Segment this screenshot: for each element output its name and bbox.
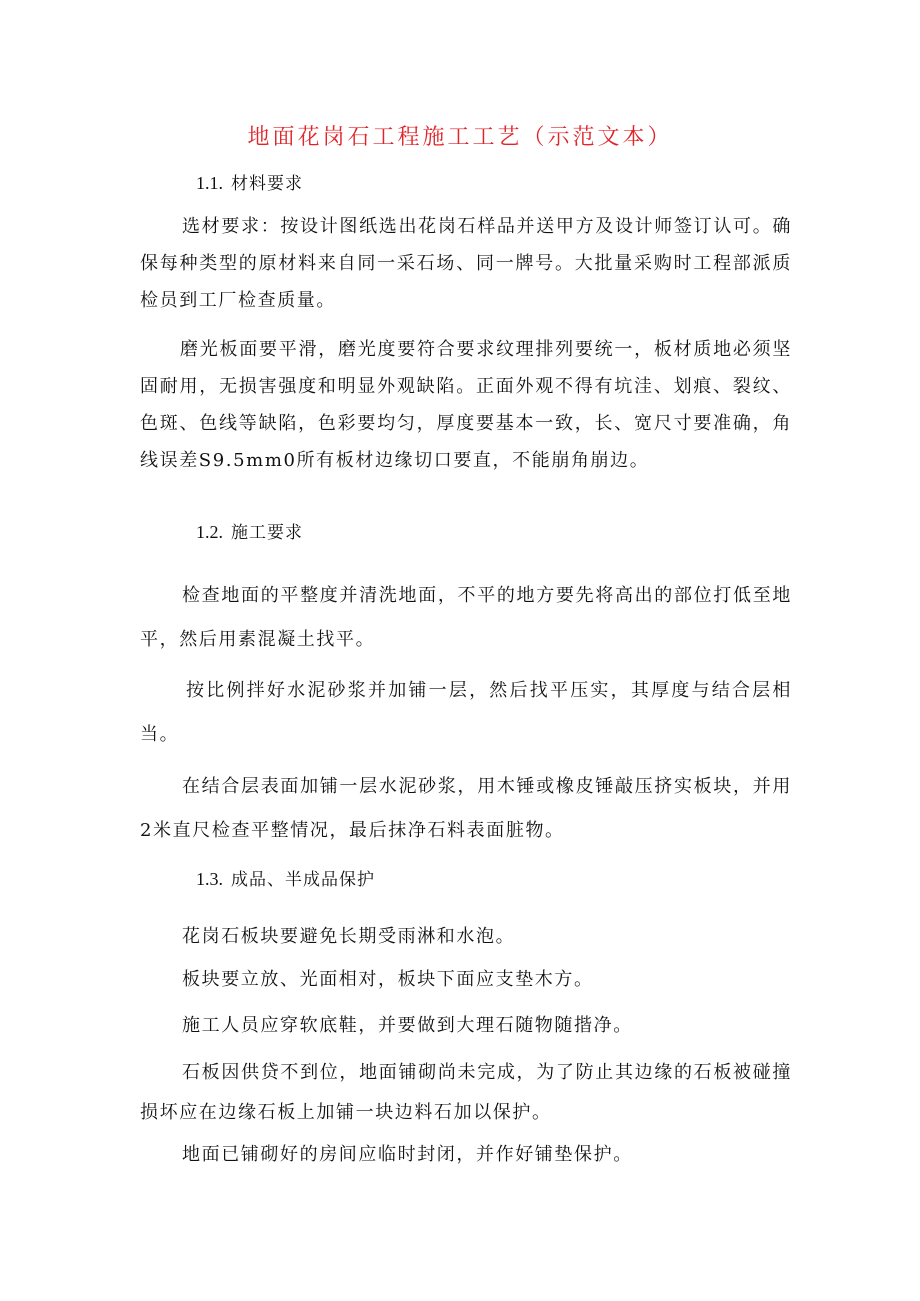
document-title: 地面花岗石工程施工工艺（示范文本） [247, 125, 673, 150]
protection-item-rain: 花岗石板块要避免长期受雨淋和水泡。 [182, 926, 516, 947]
paragraph-material-selection: 选材要求：按设计图纸选出花岗石样品并送甲方及设计师签订认可。确保每种类型的原材料来自同一采石场、同一牌号。大批量采购时工程部派质检员到工厂检查质量。 [140, 216, 792, 311]
section-number: 1.1. [196, 173, 223, 193]
protection-item-room-closure: 地面已铺砌好的房间应临时封闭，并作好铺垫保护。 [182, 1144, 633, 1165]
paragraph-floor-leveling: 检查地面的平整度并清洗地面，不平的地方要先将高出的部位打低至地平，然后用素混凝土找平。 [140, 585, 792, 650]
section-number: 1.3. [196, 869, 223, 889]
section-heading-text: 材料要求 [231, 174, 303, 194]
section-heading-text: 施工要求 [231, 523, 303, 543]
section-heading-1-1 [196, 170, 303, 197]
section-heading-text: 成品、半成品保护 [231, 870, 375, 890]
section-number: 1.2. [196, 522, 223, 542]
section-heading-1-2 [196, 519, 303, 546]
protection-item-footwear: 施工人员应穿软底鞋，并要做到大理石随物随揩净。 [182, 1015, 633, 1036]
protection-item-storage: 板块要立放、光面相对，板块下面应支垫木方。 [182, 969, 594, 990]
section-heading-1-3 [196, 866, 375, 893]
paragraph-polish-requirements: 磨光板面要平滑，磨光度要符合要求纹理排列要统一，板材质地必须坚固耐用，无损害强度和明显外观缺陷。正面外观不得有坑洼、划痕、裂纹、色斑、色线等缺陷，色彩要均匀，厚度要基本一致，长、宽尺寸要准确，角线误差S9.5mm0所有板材边缘切口要直，不能崩角崩边。 [140, 339, 792, 471]
paragraph-slab-laying: 在结合层表面加铺一层水泥砂浆，用木锤或橡皮锤敲压挤实板块，并用2米直尺检查平整情况，最后抹净石料表面脏物。 [140, 776, 792, 841]
paragraph-mortar-layer: 按比例拌好水泥砂浆并加铺一层，然后找平压实，其厚度与结合层相当。 [140, 680, 792, 745]
paragraph-edge-protection: 石板因供贷不到位，地面铺砌尚未完成，为了防止其边缘的石板被碰撞损坏应在边缘石板上加铺一块边料石加以保护。 [140, 1062, 792, 1123]
